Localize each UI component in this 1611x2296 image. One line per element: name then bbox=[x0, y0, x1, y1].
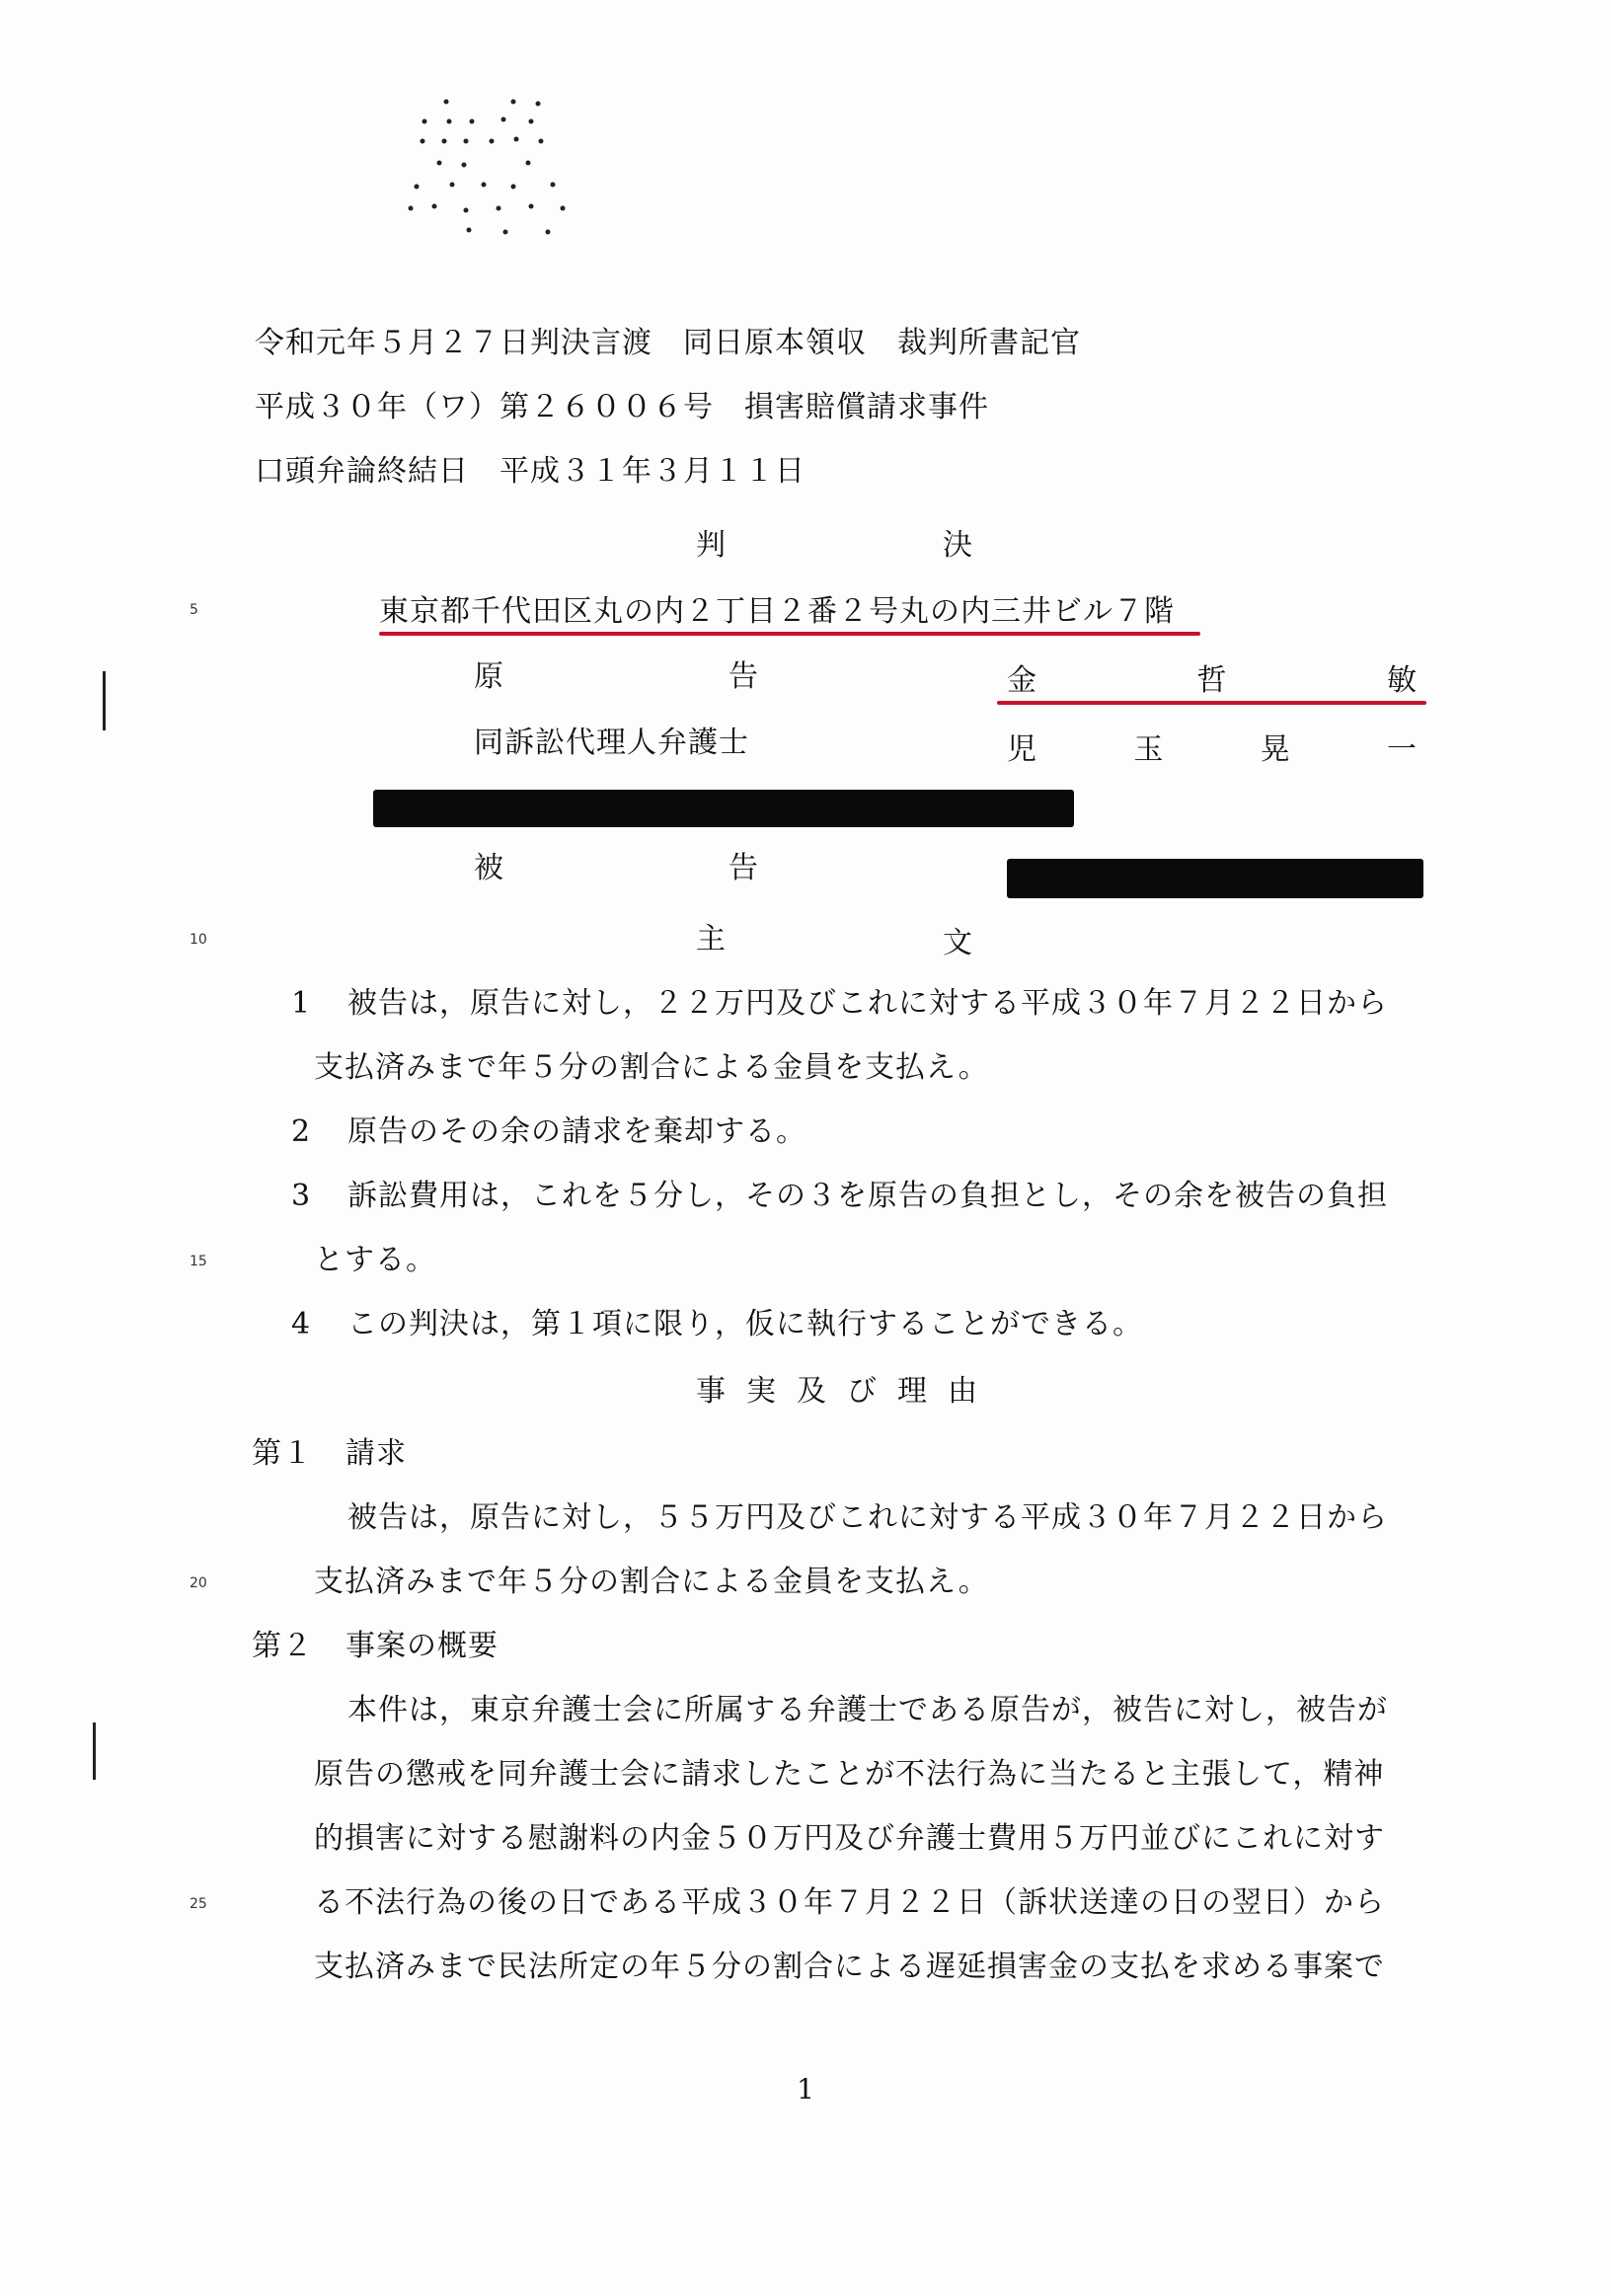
plaintiff-label-char-1: 原 bbox=[474, 659, 504, 694]
counsel-name-char-3: 晃 bbox=[1260, 732, 1290, 767]
main-item-3-continuation: とする。 bbox=[314, 1243, 436, 1277]
main-item-1-text: 被告は，原告に対し，２２万円及びこれに対する平成３０年７月２２日から bbox=[347, 986, 1388, 1021]
header-line-1: 令和元年５月２７日判決言渡 同日原本領収 裁判所書記官 bbox=[255, 326, 1081, 360]
reasons-heading-char-4: び bbox=[847, 1374, 877, 1409]
counsel-name bbox=[1007, 730, 1417, 770]
judgment-title-char-2: 決 bbox=[943, 528, 973, 563]
reasons-heading-char-1: 事 bbox=[696, 1374, 726, 1409]
plaintiff-name-char-2: 哲 bbox=[1196, 663, 1227, 698]
section-2-line-1: 本件は，東京弁護士会に所属する弁護士である原告が，被告に対し，被告が bbox=[347, 1693, 1388, 1727]
address-red-underline bbox=[379, 632, 1200, 636]
redacted-defendant-address bbox=[373, 790, 1074, 827]
reasons-heading-char-3: 及 bbox=[797, 1374, 826, 1409]
section-2-number: 第２ bbox=[252, 1629, 313, 1663]
reasons-heading-char-2: 実 bbox=[746, 1374, 776, 1409]
line-number-20: 20 bbox=[190, 1575, 207, 1591]
margin-mark-1 bbox=[103, 671, 106, 730]
main-item-1-continuation: 支払済みまで年５分の割合による金員を支払え。 bbox=[314, 1050, 989, 1085]
counsel-name-char-4: 一 bbox=[1386, 732, 1417, 767]
main-item-3-number: 3 bbox=[291, 1179, 312, 1213]
section-1-line-1: 被告は，原告に対し，５５万円及びこれに対する平成３０年７月２２日から bbox=[347, 1500, 1388, 1535]
plaintiff-name-char-1: 金 bbox=[1007, 663, 1036, 698]
main-text-heading-char-1: 主 bbox=[696, 922, 727, 957]
section-2-heading: 事案の概要 bbox=[345, 1629, 499, 1663]
plaintiff-address: 東京都千代田区丸の内２丁目２番２号丸の内三井ビル７階 bbox=[379, 594, 1175, 629]
perforation-seal bbox=[405, 94, 577, 242]
main-item-1-number: 1 bbox=[291, 986, 312, 1021]
section-2-line-3: 的損害に対する慰謝料の内金５０万円及び弁護士費用５万円並びにこれに対す bbox=[314, 1821, 1385, 1856]
section-2-line-5: 支払済みまで民法所定の年５分の割合による遅延損害金の支払を求める事案で bbox=[314, 1950, 1385, 1984]
line-number-25: 25 bbox=[190, 1896, 207, 1912]
section-2-line-2: 原告の懲戒を同弁護士会に請求したことが不法行為に当たると主張して，精神 bbox=[314, 1757, 1385, 1792]
page-number: 1 bbox=[797, 2073, 814, 2105]
margin-mark-2 bbox=[93, 1722, 96, 1780]
section-2-line-4: る不法行為の後の日である平成３０年７月２２日（訴状送達の日の翌日）から bbox=[314, 1885, 1385, 1920]
reasons-heading bbox=[696, 1372, 977, 1412]
header-line-3: 口頭弁論終結日 平成３１年３月１１日 bbox=[255, 454, 806, 489]
main-item-4-text: この判決は，第１項に限り，仮に執行することができる。 bbox=[347, 1307, 1143, 1341]
line-number-10: 10 bbox=[190, 932, 207, 948]
defendant-label-char-1: 被 bbox=[474, 851, 504, 885]
plaintiff-label-char-2: 告 bbox=[729, 659, 759, 694]
header-line-2: 平成３０年（ワ）第２６００６号 損害賠償請求事件 bbox=[255, 390, 989, 424]
line-number-5: 5 bbox=[190, 602, 198, 618]
main-item-2-number: 2 bbox=[291, 1114, 312, 1149]
section-1-line-2: 支払済みまで年５分の割合による金員を支払え。 bbox=[314, 1565, 989, 1599]
plaintiff-name-char-3: 敏 bbox=[1387, 663, 1417, 698]
main-text-heading-char-2: 文 bbox=[943, 926, 973, 960]
counsel-name-char-1: 児 bbox=[1007, 732, 1036, 767]
main-item-4-number: 4 bbox=[291, 1307, 312, 1341]
counsel-label: 同訴訟代理人弁護士 bbox=[474, 726, 749, 760]
main-item-2-text: 原告のその余の請求を棄却する。 bbox=[347, 1114, 806, 1149]
section-1-heading: 請求 bbox=[345, 1436, 407, 1471]
plaintiff-name-red-underline bbox=[997, 701, 1426, 705]
plaintiff-name bbox=[1007, 661, 1417, 701]
section-1-number: 第１ bbox=[252, 1436, 313, 1471]
reasons-heading-char-5: 理 bbox=[897, 1374, 927, 1409]
main-item-3-text: 訴訟費用は，これを５分し，その３を原告の負担とし，その余を被告の負担 bbox=[347, 1179, 1388, 1213]
defendant-label-char-2: 告 bbox=[729, 851, 759, 885]
line-number-15: 15 bbox=[190, 1254, 207, 1269]
redacted-defendant-name bbox=[1007, 859, 1423, 898]
counsel-name-char-2: 玉 bbox=[1133, 732, 1164, 767]
reasons-heading-char-6: 由 bbox=[948, 1374, 977, 1409]
judgment-title-char-1: 判 bbox=[696, 528, 727, 563]
